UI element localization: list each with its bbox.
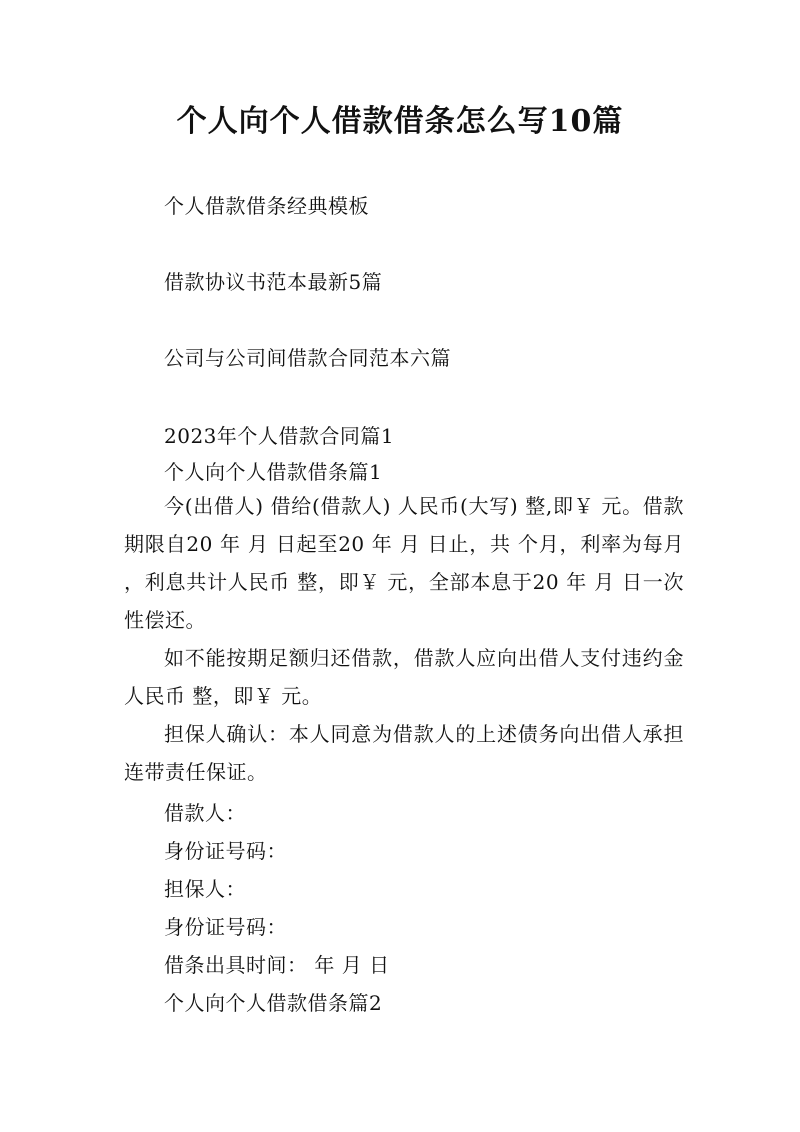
related-link-3[interactable]: 公司与公司间借款合同范本六篇 [164, 346, 451, 370]
related-link-2[interactable]: 借款协议书范本最新5篇 [164, 270, 383, 294]
section-heading-contract: 2023年个人借款合同篇1 [164, 424, 395, 448]
borrower-id-field: 身份证号码： [164, 839, 287, 863]
loan-terms-paragraph: 今(出借人) 借给(借款人) 人民币(大写) 整,即￥ 元。借款期限自20 年 月 日起至20 年 月 日止，共 个月，利率为每月 ，利息共计人民币 整，即￥ 元，全部本息于20 年 月 日一次性偿还。 [124, 494, 684, 632]
penalty-paragraph: 如不能按期足额归还借款，借款人应向出借人支付违约金人民币 整，即￥ 元。 [124, 646, 684, 708]
document-title: 个人向个人借款借条怎么写10篇 [176, 104, 624, 139]
guarantor-field: 担保人： [164, 877, 246, 901]
borrower-field: 借款人： [164, 801, 246, 825]
related-link-1[interactable]: 个人借款借条经典模板 [164, 194, 369, 218]
guarantor-id-field: 身份证号码： [164, 915, 287, 939]
section-heading-iou-1: 个人向个人借款借条篇1 [164, 460, 383, 484]
section-heading-iou-2: 个人向个人借款借条篇2 [164, 991, 383, 1015]
guarantor-paragraph: 担保人确认：本人同意为借款人的上述债务向出借人承担连带责任保证。 [124, 722, 684, 784]
issue-date-field: 借条出具时间： 年 月 日 [164, 953, 390, 977]
